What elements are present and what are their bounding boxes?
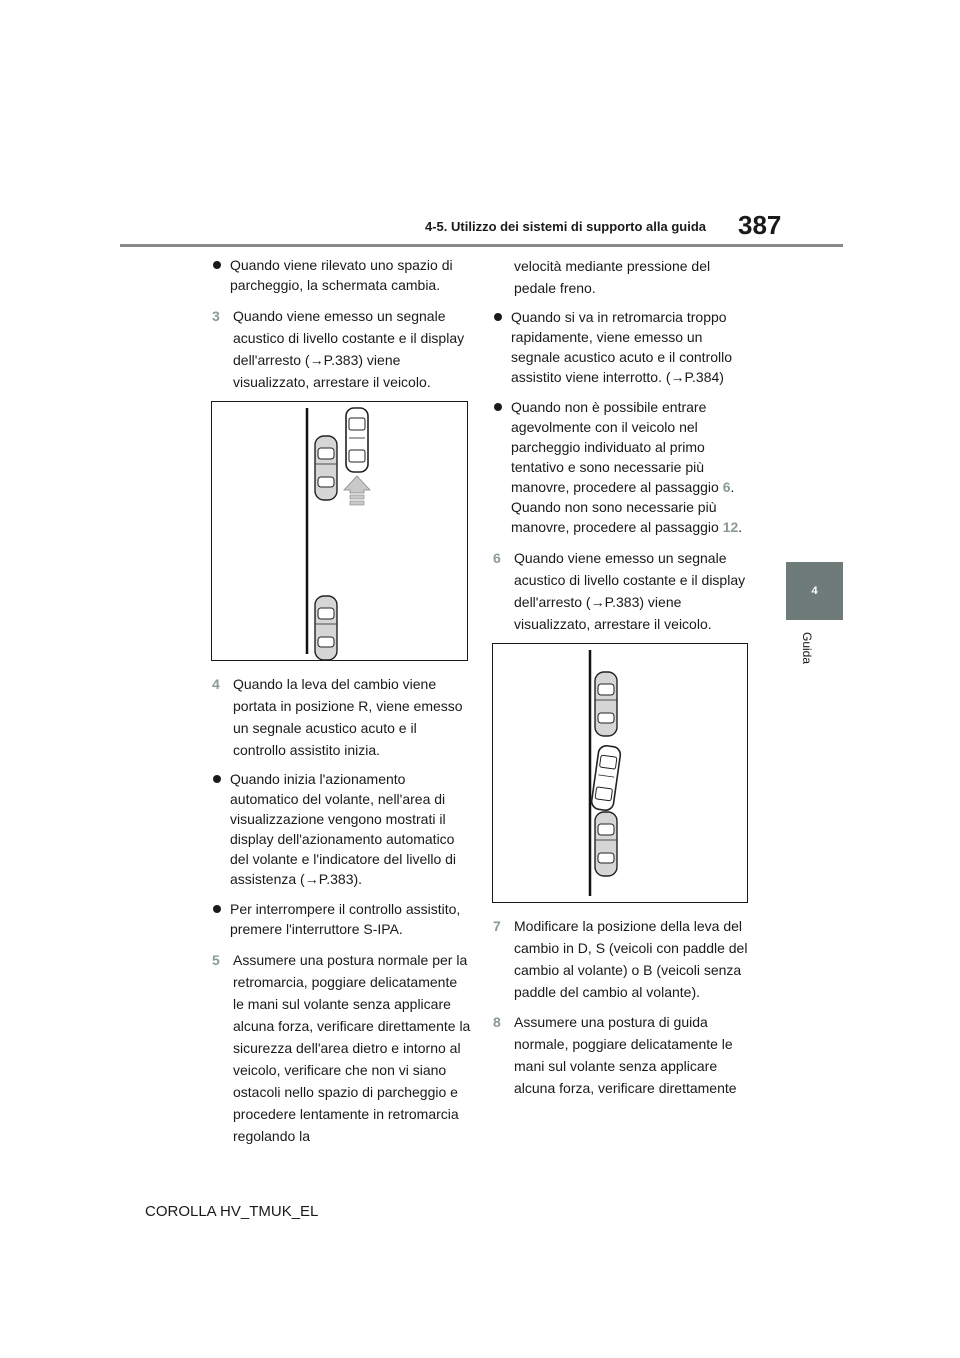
left-column — [211, 255, 471, 1155]
bullet-text: Quando si va in retromarcia troppo rapidamente, viene emesso un segnale acustico acuto e il controllo assistito viene interrotto. (→P.384) — [511, 309, 733, 385]
right-column — [492, 255, 754, 1107]
bullet-item — [211, 255, 471, 295]
parked-car-upper — [315, 436, 337, 500]
vehicle-icon — [346, 408, 368, 472]
step-number: 4 — [212, 676, 220, 692]
step-text: Modificare la posizione della leva del cambio in D, S (veicoli con paddle del cambio al volante) o B (veicoli senza paddle del cambio al volante). — [514, 918, 748, 1000]
parking-diagram-2 — [493, 644, 747, 902]
step-number: 7 — [493, 918, 501, 934]
bullet-text: . — [738, 519, 743, 535]
chapter-tab-number: 4 — [811, 585, 818, 597]
parking-diagram-1 — [212, 402, 467, 660]
bullet-item — [492, 307, 754, 387]
step-text: Quando la leva del cambio viene portata in posizione R, viene emesso un segnale acustico acuto e il controllo assistito inizia. — [233, 676, 463, 758]
bullet-text: . Quando non sono necessarie più manovre, procedere al passaggio — [511, 479, 735, 535]
page-number: 387 — [738, 210, 782, 240]
bullet-text: Quando non è possibile entrare agevolmente con il veicolo nel parcheggio individuato al primo tentativo e sono necessarie più manovre, procedere al passaggio — [511, 399, 723, 495]
bullet-text: Per interrompere il controllo assistito, premere l'interruttore S-IPA. — [230, 901, 461, 937]
step-8 — [492, 1011, 754, 1099]
parked-car-lower — [595, 812, 617, 876]
parking-figure-2 — [492, 643, 748, 903]
bullet-item — [492, 397, 754, 537]
parked-car-upper — [595, 672, 617, 736]
step-5-continuation: velocità mediante pressione del pedale freno. — [514, 258, 711, 296]
bullet-text: Quando inizia l'azionamento automatico del volante, nell'area di visualizzazione vengono mostrati il display dell'azionamento automatico del volante e l'indicatore del livello di assistenza (→P.383). — [230, 771, 457, 887]
step-3 — [211, 305, 471, 393]
header-section-title: 4-5. Utilizzo dei sistemi di supporto alla guida — [425, 219, 706, 234]
header-rule — [120, 244, 843, 247]
step-number: 8 — [493, 1014, 501, 1030]
step-reference: 6 — [722, 479, 731, 495]
step-7 — [492, 915, 754, 1003]
footer-model-code: COROLLA HV_TMUK_EL — [145, 1203, 319, 1220]
vehicle-icon — [591, 745, 622, 811]
chapter-label: Guida — [800, 632, 814, 665]
step-text: Quando viene emesso un segnale acustico di livello costante e il display dell'arresto (→P.383) viene visualizzato, arrestare il veicolo. — [233, 308, 465, 390]
step-text: Quando viene emesso un segnale acustico di livello costante e il display dell'arresto (→P.383) viene visualizzato, arrestare il veicolo. — [514, 550, 746, 632]
step-text: Assumere una postura di guida normale, poggiare delicatamente le mani sul volante senza applicare alcuna forza, verificare direttamente — [514, 1014, 737, 1096]
step-4 — [211, 673, 471, 761]
parking-figure-1 — [211, 401, 468, 661]
step-text: Assumere una postura normale per la retromarcia, poggiare delicatamente le mani sul volante senza applicare alcuna forza, verificare direttamente la sicurezza dell'area dietro e intorno al veicolo, verificare che non vi siano ostacoli nello spazio di parcheggio e procedere lentamente in retromarcia regolando la — [233, 952, 471, 1144]
step-number: 5 — [212, 952, 220, 968]
bullet-text: Quando viene rilevato uno spazio di parcheggio, la schermata cambia. — [230, 257, 453, 293]
chapter-tab — [786, 562, 843, 620]
step-number: 6 — [493, 550, 501, 566]
bullet-item — [211, 769, 471, 889]
forward-arrow-icon — [344, 476, 370, 505]
parked-car-lower — [315, 596, 337, 660]
step-5 — [211, 949, 471, 1147]
step-reference: 12 — [722, 519, 739, 535]
step-6 — [492, 547, 754, 635]
step-number: 3 — [212, 308, 220, 324]
bullet-item — [211, 899, 471, 939]
